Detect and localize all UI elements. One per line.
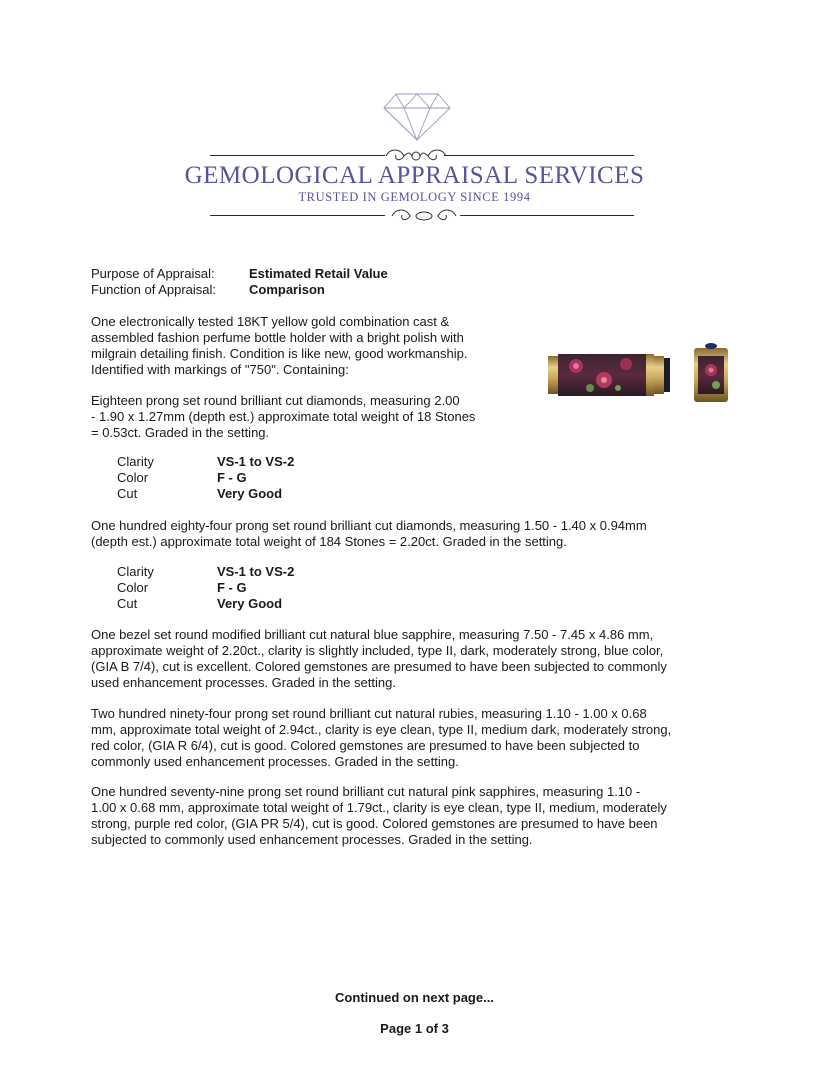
purpose-value: Estimated Retail Value	[249, 266, 388, 281]
description-line: approximate weight of 2.20ct., clarity is slightly included, type II, dark, moderately strong, blue color,	[91, 643, 664, 658]
description-line: mm, approximate total weight of 2.94ct., clarity is eye clean, type II, medium dark, moderately strong,	[91, 722, 672, 737]
color-value: F - G	[217, 580, 247, 595]
description-line: commonly used enhancement processes. Graded in the setting.	[91, 754, 459, 769]
continued-note: Continued on next page...	[335, 990, 494, 1005]
function-value: Comparison	[249, 282, 325, 297]
purpose-label: Purpose of Appraisal:	[91, 266, 215, 281]
description-line: red color, (GIA R 6/4), cut is good. Colored gemstones are presumed to have been subjected to	[91, 738, 640, 753]
description-line: = 0.53ct. Graded in the setting.	[91, 425, 270, 440]
description-line: milgrain detailing finish. Condition is like new, good workmanship.	[91, 346, 468, 361]
diamonds-2-description	[91, 518, 647, 550]
function-label: Function of Appraisal:	[91, 282, 217, 297]
header-rule-top-right	[444, 155, 634, 156]
item-description	[91, 314, 467, 378]
color-value: F - G	[217, 470, 247, 485]
clarity-value: VS-1 to VS-2	[217, 564, 295, 579]
description-line: (GIA B 7/4), cut is excellent. Colored gemstones are presumed to have been subjected to commonly	[91, 659, 667, 674]
description-line: used enhancement processes. Graded in the setting.	[91, 675, 396, 690]
clarity-label: Clarity	[117, 454, 154, 469]
diamonds-1-description	[91, 393, 475, 441]
brand-name: GEMOLOGICAL APPRAISAL SERVICES	[184, 162, 645, 189]
description-line: assembled fashion perfume bottle holder with a bright polish with	[91, 330, 464, 345]
description-line: One electronically tested 18KT yellow gold combination cast &	[91, 314, 450, 329]
description-line: strong, purple red color, (GIA PR 5/4), cut is good. Colored gemstones are presumed to have been	[91, 816, 658, 831]
color-label: Color	[117, 470, 149, 485]
header-rule-top-left	[210, 155, 385, 156]
pink-sapphires-description	[91, 784, 667, 848]
description-line: Two hundred ninety-four prong set round brilliant cut natural rubies, measuring 1.10 - 1.00 x 0.68	[91, 706, 647, 721]
clarity-label: Clarity	[117, 564, 154, 579]
description-line: One hundred eighty-four prong set round brilliant cut diamonds, measuring 1.50 - 1.40 x 0.94mm	[91, 518, 647, 533]
description-line: 1.00 x 0.68 mm, approximate total weight of 1.79ct., clarity is eye clean, type II, medium, moderately	[91, 800, 667, 815]
perfume-bottle-holder-image	[546, 340, 746, 406]
color-label: Color	[117, 580, 149, 595]
brand-tagline: TRUSTED IN GEMOLOGY SINCE 1994	[298, 190, 531, 204]
header-rule-bottom-left	[210, 215, 385, 216]
header-rule-bottom-right	[460, 215, 634, 216]
description-line: Identified with markings of "750". Containing:	[91, 362, 349, 377]
cut-label: Cut	[117, 486, 138, 501]
ornament-scroll-icon	[384, 206, 464, 226]
clarity-value: VS-1 to VS-2	[217, 454, 295, 469]
cut-value: Very Good	[217, 596, 283, 611]
blue-sapphire-description	[91, 627, 667, 691]
description-line: One hundred seventy-nine prong set round brilliant cut natural pink sapphires, measuring 1.10 -	[91, 784, 641, 799]
description-line: One bezel set round modified brilliant cut natural blue sapphire, measuring 7.50 - 7.45 x 4.86 mm,	[91, 627, 654, 642]
rubies-description	[91, 706, 671, 770]
diamond-logo-icon	[382, 92, 452, 142]
cut-value: Very Good	[217, 486, 283, 501]
description-line: subjected to commonly used enhancement processes. Graded in the setting.	[91, 832, 533, 847]
description-line: - 1.90 x 1.27mm (depth est.) approximate total weight of 18 Stones	[91, 409, 476, 424]
page-number: Page 1 of 3	[380, 1021, 449, 1036]
description-line: (depth est.) approximate total weight of 184 Stones = 2.20ct. Graded in the setting.	[91, 534, 567, 549]
cut-label: Cut	[117, 596, 138, 611]
description-line: Eighteen prong set round brilliant cut diamonds, measuring 2.00	[91, 393, 460, 408]
